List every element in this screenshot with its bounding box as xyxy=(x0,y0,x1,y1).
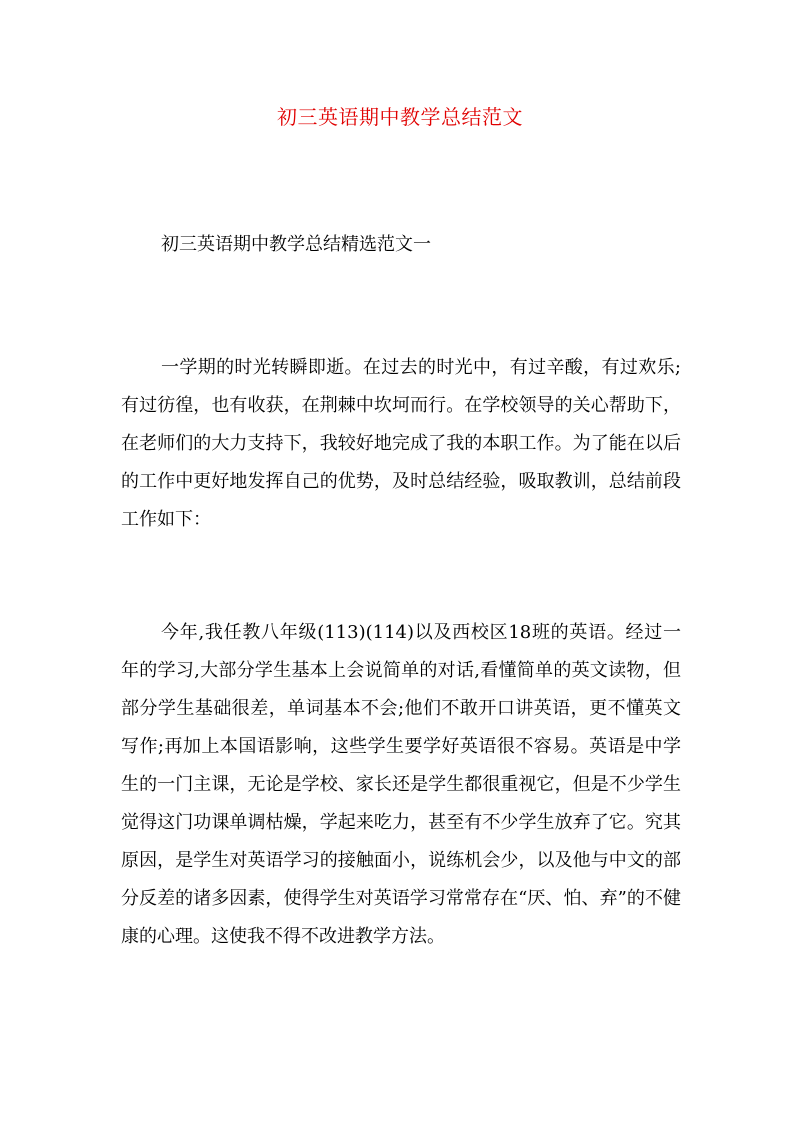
body-paragraph: 今年,我任教八年级(113)(114)以及西校区18班的英语。经过一年的学习,大部分学生基本上会说简单的对话,看懂简单的英文读物，但部分学生基础很差，单词基本不会;他们不敢开口讲英语，更不懂英文写作;再加上本国语影响，这些学生要学好英语很不容易。英语是中学生的一门主课，无论是学校、家长还是学生都很重视它，但是不少学生觉得这门功课单调枯燥，学起来吃力，甚至有不少学生放弃了它。究其原因，是学生对英语学习的接触面小，说练机会少，以及他与中文的部分反差的诸多因素，使得学生对英语学习常常存在“厌、怕、弃”的不健康的心理。这使我不得不改进教学方法。 xyxy=(121,622,681,947)
document-subtitle: 初三英语期中教学总结精选范文一 xyxy=(161,234,431,255)
body-paragraph: 一学期的时光转瞬即逝。在过去的时光中，有过辛酸，有过欢乐;有过彷徨，也有收获，在荆棘中坎坷而行。在学校领导的关心帮助下，在老师们的大力支持下，我较好地完成了我的本职工作。为了能在以后的工作中更好地发挥自己的优势，及时总结经验，吸取教训，总结前段工作如下： xyxy=(121,357,681,530)
document-title: 初三英语期中教学总结范文 xyxy=(277,105,523,129)
